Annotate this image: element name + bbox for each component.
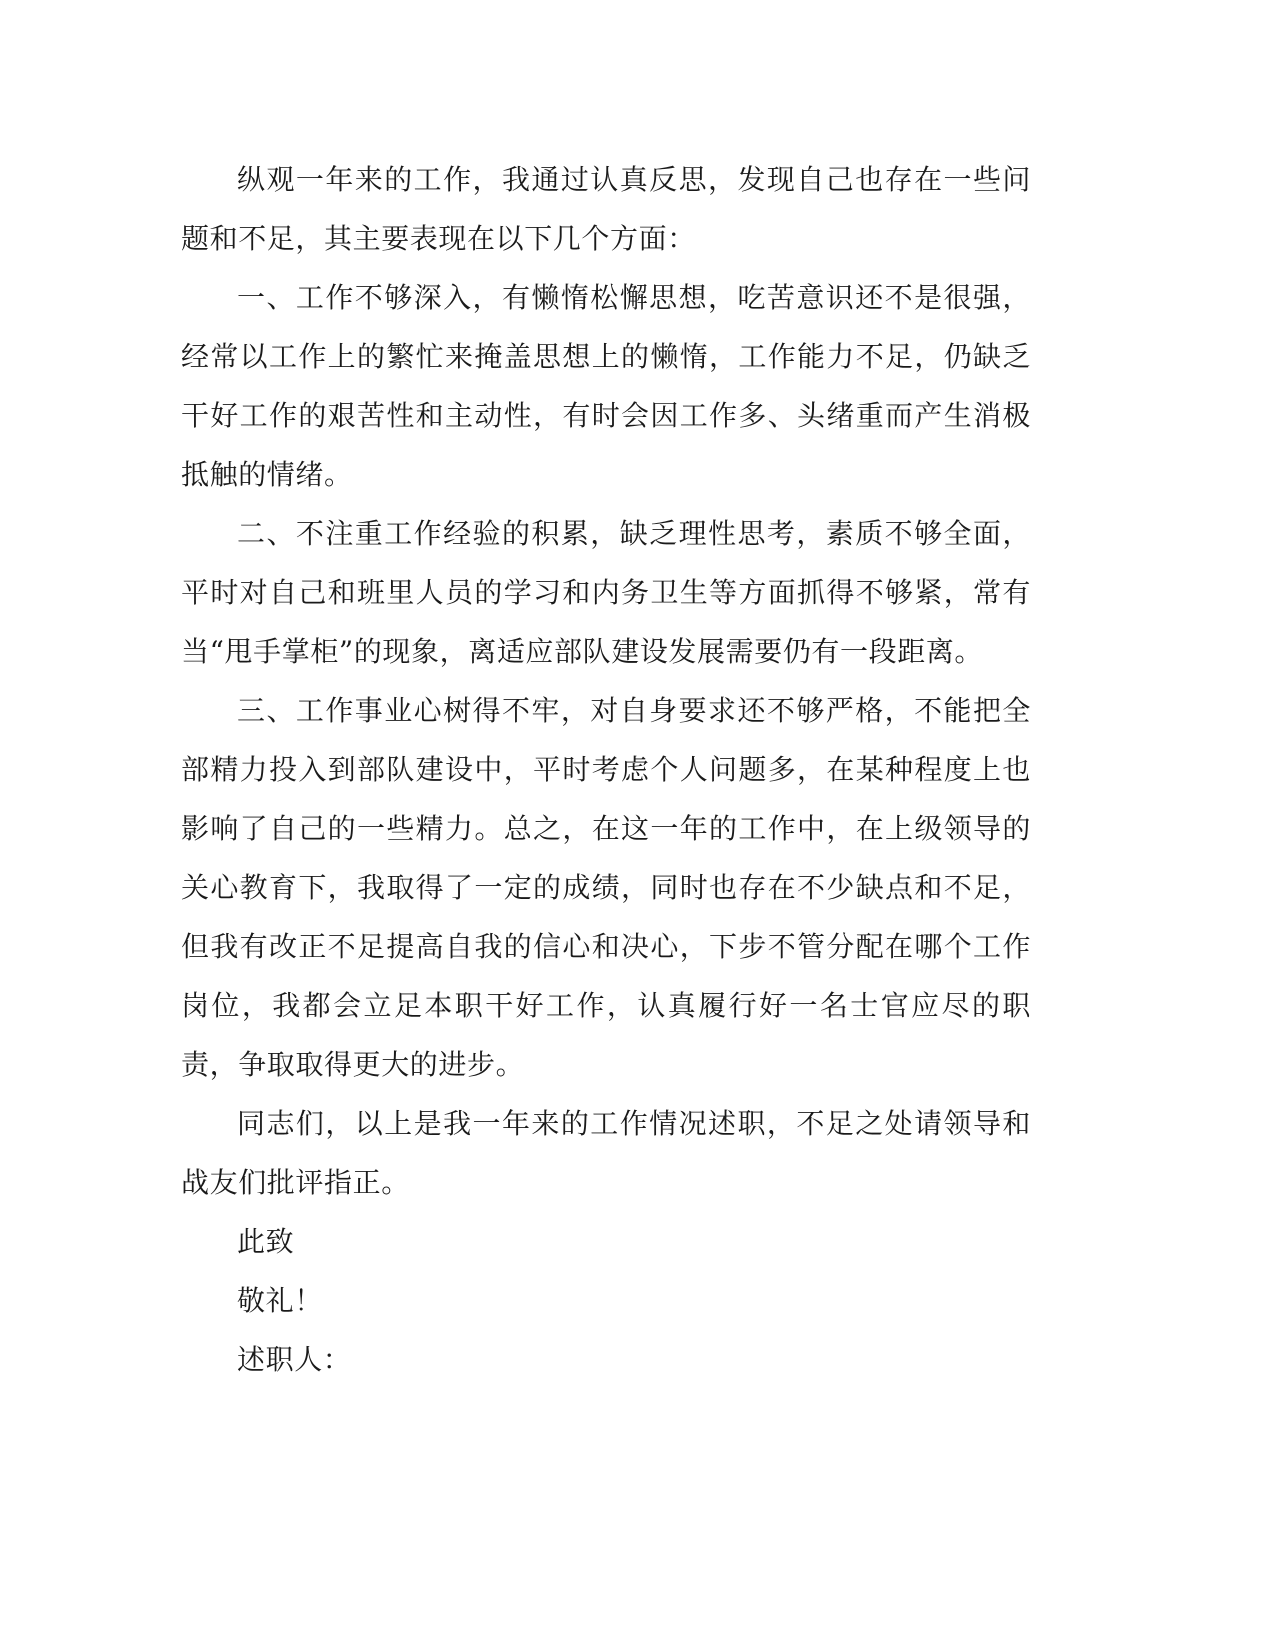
paragraph-point-one: 一、工作不够深入，有懒惰松懈思想，吃苦意识还不是很强，经常以工作上的繁忙来掩盖思想上的懒惰，工作能力不足，仍缺乏干好工作的艰苦性和主动性，有时会因工作多、头绪重而产生消极抵触的情绪。	[181, 281, 1031, 491]
closing-regards: 敬礼！	[237, 1284, 323, 1317]
paragraph-reflection-intro: 纵观一年来的工作，我通过认真反思，发现自己也存在一些问题和不足，其主要表现在以下几个方面：	[181, 163, 1031, 255]
document-body	[181, 150, 1031, 1389]
paragraph-conclusion: 同志们，以上是我一年来的工作情况述职，不足之处请领导和战友们批评指正。	[181, 1107, 1031, 1199]
closing-salutation: 此致	[237, 1225, 295, 1258]
signature-label: 述职人：	[237, 1343, 352, 1376]
paragraph-point-two: 二、不注重工作经验的积累，缺乏理性思考，素质不够全面，平时对自己和班里人员的学习和内务卫生等方面抓得不够紧，常有当“甩手掌柜”的现象，离适应部队建设发展需要仍有一段距离。	[181, 517, 1031, 668]
paragraph-point-three: 三、工作事业心树得不牢，对自身要求还不够严格，不能把全部精力投入到部队建设中，平时考虑个人问题多，在某种程度上也影响了自己的一些精力。总之，在这一年的工作中，在上级领导的关心教育下，我取得了一定的成绩，同时也存在不少缺点和不足，但我有改正不足提高自我的信心和决心，下步不管分配在哪个工作岗位，我都会立足本职干好工作，认真履行好一名士官应尽的职责，争取取得更大的进步。	[181, 694, 1031, 1081]
